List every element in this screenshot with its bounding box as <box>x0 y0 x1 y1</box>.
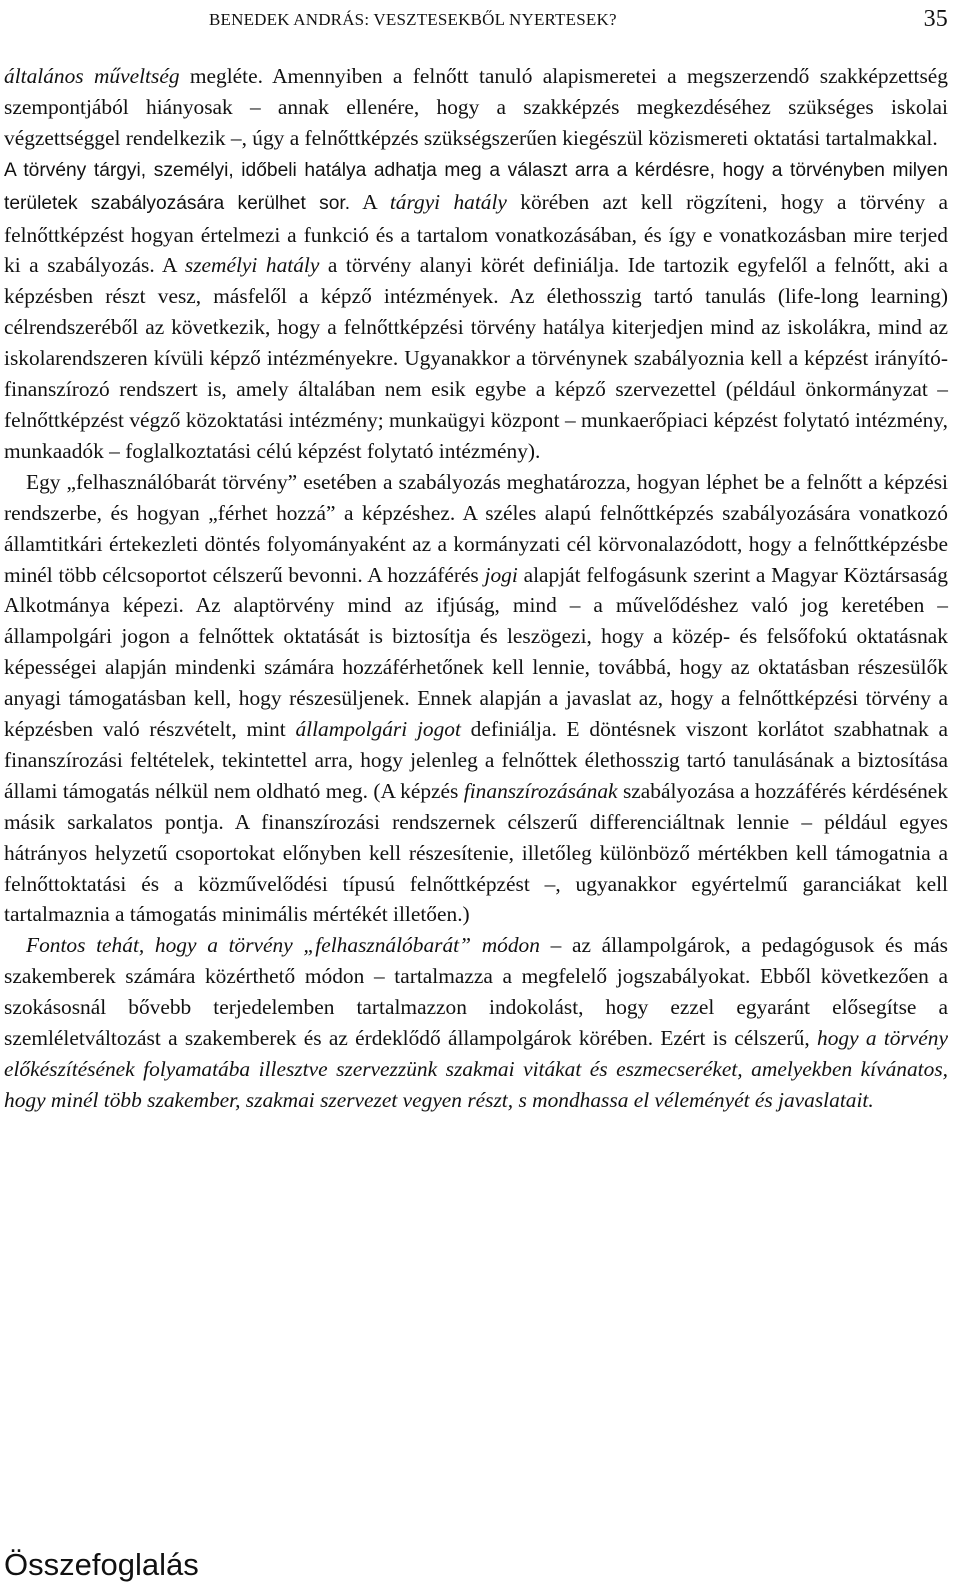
text-run: személyi hatály <box>184 253 320 278</box>
text-run: Egy „felhasználóbarát törvény” esetében a szabályozás meghatározza, hogyan léphet be a felnőtt a képzési rendszerbe, és hogyan „férhet hozzá” a képzéshez. A széles alapú felnőttképzés szabályozására vonatkozó államtitkári értekezleti döntés folyományaként az a kormányzati cél körvonalazódott, hogy a felnőttképzésbe minél több célcsoportot célszerű bevonni. A hozzáférés <box>4 469 948 587</box>
text-run: – az állampolgárok, a pedagógusok és más szakemberek számára közérthető módon – tartalmazza a megfelelő jogszabályokat. Ebből következően a szokásosnál bővebb terjedelemben tartalmazzon indokolást, hogy ezzel egyaránt elősegítse a szemléletváltozást a szakemberek és az érdeklődő állampolgárok körében. Ezért is célszerű, <box>4 933 948 1051</box>
text-run: hogy a törvény előkészítésének folyamatába illesztve szervezzünk szakmai vitákat és eszmecseréket, amelyekben kívánatos, hogy minél több szakember, szakmai szervezet vegyen részt, s mondhassa el véleményét és javaslatait. <box>4 1026 948 1112</box>
text-run: A <box>350 189 390 214</box>
text-run: finanszírozásának <box>463 778 618 803</box>
text-run: definiálja. E döntésnek viszont korlátot szabhatnak a finanszírozási feltételek, tekintettel arra, hogy jelenleg a felnőttek élethosszig tartó tanulásának a biztosítása állami támogatás nélkül nem oldható meg. (A képzés <box>4 717 948 803</box>
text-run: a törvény alanyi körét definiálja. Ide tartozik egyfelől a felnőtt, aki a képzésben részt vesz, másfelől a képző intézmények. Az élethosszig tartó tanulás (life-long learning) célrendszeréből az következik, hogy a felnőttképzési törvény hatálya kiterjedjen mind az iskolákra, mind az iskolarendszeren kívüli képző intézményekre. Ugyanakkor a törvénynek szabályoznia kell a képzést irányító-finanszírozó rendszert is, amely általában nem esik egybe a képző szervezettel (például önkormányzat – felnőttképzést végző közoktatási intézmény; munkaügyi központ – munkaerőpiaci képzést folytató intézmény, munkaadók – foglalkoztatási célú képzést folytató intézmény). <box>4 253 949 463</box>
paragraph <box>4 467 948 931</box>
paragraph <box>4 930 948 1115</box>
section-heading: Összefoglalás <box>4 1547 199 1582</box>
text-run: szabályozása a hozzáférés kérdésének másik sarkalatos pontja. A finanszírozási rendszernek célszerű differenciáltnak lennie – például egyes hátrányos helyzetű csoportokat előnyben kell részesítenie, illetőleg különböző mértékben kell támogatnia a felnőttoktatási és a közművelődési típusú felnőttképzést –, ugyanakkor egyértelmű garanciákat kell tartalmaznia a támogatás minimális mértékét illetően.) <box>4 778 948 927</box>
page-number: 35 <box>923 6 948 32</box>
running-title: BENEDEK ANDRÁS: VESZTESEKBŐL NYERTESEK? <box>209 10 617 29</box>
text-run: általános műveltség <box>4 64 180 88</box>
paragraph <box>4 61 948 154</box>
text-run: jogi <box>484 562 518 587</box>
text-run: körében azt kell rögzíteni, hogy a törvény a felnőttképzést hogyan értelmezi a funkció és a tartalom vonatkozásában, és így e vonatkozásban mire terjed ki a szabályozás. A <box>4 189 948 278</box>
text-run: állampolgári jogot <box>295 717 461 742</box>
body-text <box>4 61 948 1116</box>
text-run: A törvény tárgyi, személyi, időbeli hatálya adhatja meg a választ arra a kérdésre, hogy a törvényben milyen területek szabályozására kerülhet sor. <box>4 159 948 214</box>
paragraph <box>4 154 948 467</box>
text-run: megléte. Amennyiben a felnőtt tanuló alapismeretei a megszerzendő szakképzettség szempontjából hiányosak – annak ellenére, hogy a szakképzés megkezdéséhez szükséges iskolai végzettséggel rendelkezik –, úgy a felnőttképzés szükségszerűen kiegészül közismereti oktatási tartalmakkal. <box>4 64 948 150</box>
page-header <box>4 6 948 36</box>
text-run: alapját felfogásunk szerint a Magyar Köztársaság Alkotmánya képezi. Az alaptörvény mind az ifjúság, mind – a művelődéshez való jog keretében – állampolgári jogon a felnőttek oktatását is biztosítja és leszögezi, hogy a közép- és felsőfokú oktatásnak képességei alapján mindenki számára hozzáférhetőnek kell lennie, továbbá, hogy az oktatásban részesülők anyagi támogatásban kell, hogy részesüljenek. Ennek alapján a javaslat az, hogy a felnőttképzési törvény a képzésben való részvételt, mint <box>4 562 948 742</box>
text-run: tárgyi hatály <box>389 189 507 214</box>
text-run: Fontos tehát, hogy a törvény „felhasználóbarát” módon <box>26 933 540 958</box>
